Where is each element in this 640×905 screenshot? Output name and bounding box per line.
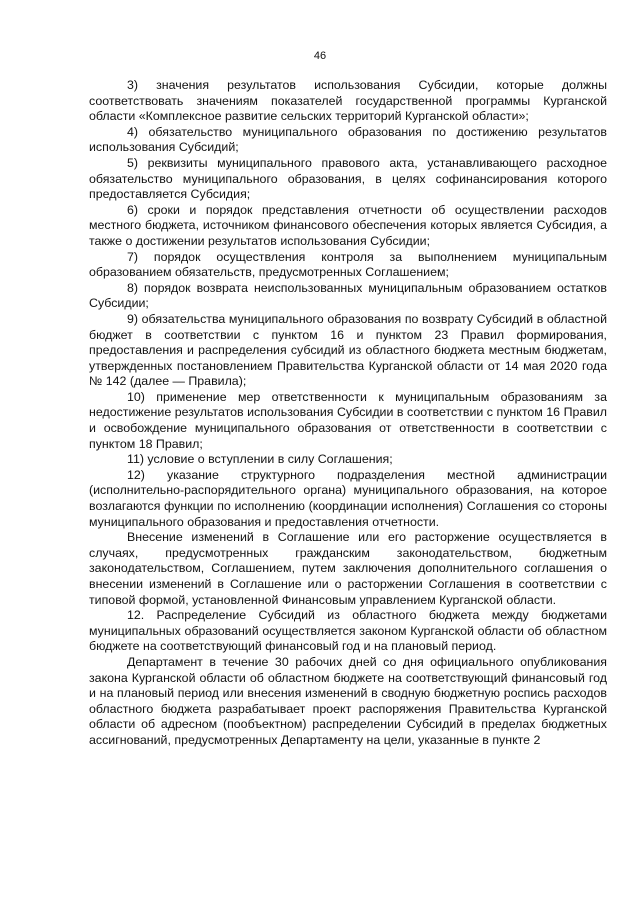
paragraph-item-4: 4) обязательство муниципального образования по достижению результатов использования Субсидий;	[89, 124, 607, 155]
paragraph-agreement-changes: Внесение изменений в Соглашение или его расторжение осуществляется в случаях, предусмотренных гражданским законодательством, бюджетным законодательством, Соглашением, путем заключения дополнительного соглашения о внесении изменений в Соглашение или о расторжении Соглашения в соответствии с типовой формой, установленной Финансовым управлением Курганской области.	[89, 530, 607, 607]
paragraph-item-9: 9) обязательства муниципального образования по возврату Субсидий в областной бюджет в соответствии с пунктом 16 и пунктом 23 Правил формирования, предоставления и распределения субсидий из областного бюджета местным бюджетам, утвержденных постановлением Правительства Курганской области от 14 мая 2020 года № 142 (далее — Правила);	[89, 311, 607, 389]
paragraph-department: Департамент в течение 30 рабочих дней со дня официального опубликования закона Курганской области об областном бюджете на соответствующий финансовый год и на плановый период или внесения изменений в сводную бюджетную роспись расходов областного бюджета разрабатывает проект распоряжения Правительства Курганской области об адресном (пообъектном) распределении Субсидий в пределах бюджетных ассигнований, предусмотренных Департаменту на цели, указанные в пункте 2	[89, 654, 607, 747]
paragraph-item-6: 6) сроки и порядок представления отчетности об осуществлении расходов местного бюджета, источником финансового обеспечения которых является Субсидия, а также о достижении результатов использования Субсидии;	[89, 202, 607, 248]
paragraph-item-10: 10) применение мер ответственности к муниципальным образованиям за недостижение результатов использования Субсидии в соответствии с пунктом 16 Правил и освобождение муниципального образования от ответственности в соответствии с пунктом 18 Правил;	[89, 389, 607, 451]
page-number: 46	[313, 50, 327, 62]
paragraph-item-3: 3) значения результатов использования Субсидии, которые должны соответствовать значениям показателей государственной программы Курганской области «Комплексное развитие сельских территорий Курганской области»;	[89, 78, 607, 124]
paragraph-item-5: 5) реквизиты муниципального правового акта, устанавливающего расходное обязательство муниципального образования, в целях софинансирования которого предоставляется Субсидия;	[89, 155, 607, 202]
paragraph-section-12: 12. Распределение Субсидий из областного бюджета между бюджетами муниципальных образований осуществляется законом Курганской области об областном бюджете на соответствующий финансовый год и на плановый период.	[89, 608, 607, 654]
paragraph-item-8: 8) порядок возврата неиспользованных муниципальным образованием остатков Субсидии;	[89, 280, 607, 311]
paragraph-item-11: 11) условие о вступлении в силу Соглашения;	[127, 452, 393, 467]
document-body	[89, 78, 607, 749]
paragraph-item-7: 7) порядок осуществления контроля за выполнением муниципальным образованием обязательств, предусмотренных Соглашением;	[89, 249, 607, 280]
paragraph-item-12: 12) указание структурного подразделения местной администрации (исполнительно-распорядительного органа) муниципального образования, на которое возлагаются функции по исполнению (координации исполнения) Соглашения со стороны муниципального образования и предоставления отчетности.	[89, 467, 607, 529]
